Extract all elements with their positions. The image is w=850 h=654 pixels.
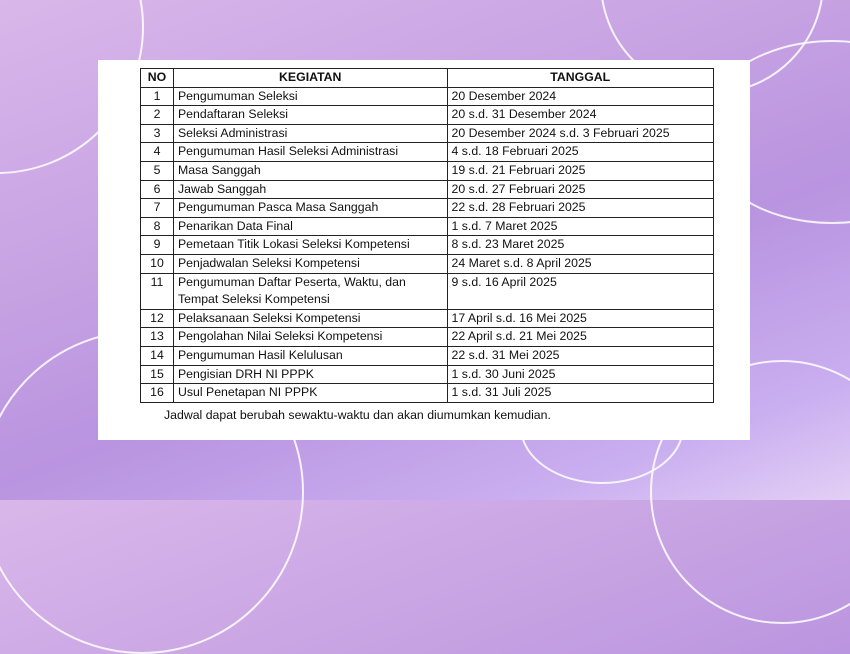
row-tanggal: 9 s.d. 16 April 2025 bbox=[447, 273, 714, 309]
row-no: 1 bbox=[141, 87, 174, 106]
table-row bbox=[141, 254, 714, 273]
row-kegiatan: Pengumuman Hasil Kelulusan bbox=[173, 346, 447, 365]
table-row bbox=[141, 365, 714, 384]
row-kegiatan: Seleksi Administrasi bbox=[173, 124, 447, 143]
table-row bbox=[141, 328, 714, 347]
row-tanggal: 19 s.d. 21 Februari 2025 bbox=[447, 161, 714, 180]
header-kegiatan: KEGIATAN bbox=[173, 69, 447, 88]
row-kegiatan-line: Pengumuman Daftar Peserta, Waktu, dan bbox=[177, 274, 406, 289]
row-tanggal: 1 s.d. 30 Juni 2025 bbox=[447, 365, 714, 384]
row-kegiatan: Masa Sanggah bbox=[173, 161, 447, 180]
row-no: 13 bbox=[141, 328, 174, 347]
row-tanggal: 1 s.d. 7 Maret 2025 bbox=[447, 217, 714, 236]
row-no: 12 bbox=[141, 309, 174, 328]
row-tanggal: 20 Desember 2024 s.d. 3 Februari 2025 bbox=[447, 124, 714, 143]
row-tanggal: 1 s.d. 31 Juli 2025 bbox=[447, 384, 714, 403]
row-kegiatan: Pengolahan Nilai Seleksi Kompetensi bbox=[173, 328, 447, 347]
row-tanggal: 24 Maret s.d. 8 April 2025 bbox=[447, 254, 714, 273]
header-tanggal: TANGGAL bbox=[447, 69, 714, 88]
row-no: 15 bbox=[141, 365, 174, 384]
table-row bbox=[141, 217, 714, 236]
row-no: 7 bbox=[141, 199, 174, 218]
header-no: NO bbox=[141, 69, 174, 88]
row-kegiatan: Pengumuman Seleksi bbox=[173, 87, 447, 106]
table-row bbox=[141, 346, 714, 365]
table-row bbox=[141, 236, 714, 255]
row-kegiatan: Pemetaan Titik Lokasi Seleksi Kompetensi bbox=[173, 236, 447, 255]
row-kegiatan: Penjadwalan Seleksi Kompetensi bbox=[173, 254, 447, 273]
row-tanggal: 22 April s.d. 21 Mei 2025 bbox=[447, 328, 714, 347]
row-kegiatan: Usul Penetapan NI PPPK bbox=[173, 384, 447, 403]
row-no: 8 bbox=[141, 217, 174, 236]
schedule-table bbox=[140, 68, 714, 403]
row-kegiatan: Pelaksanaan Seleksi Kompetensi bbox=[173, 309, 447, 328]
row-no: 14 bbox=[141, 346, 174, 365]
table-row bbox=[141, 273, 714, 309]
row-no: 11 bbox=[141, 273, 174, 309]
row-tanggal: 4 s.d. 18 Februari 2025 bbox=[447, 143, 714, 162]
table-row bbox=[141, 143, 714, 162]
row-kegiatan-line: Tempat Seleksi Kompetensi bbox=[177, 292, 330, 307]
table-row bbox=[141, 87, 714, 106]
row-no: 9 bbox=[141, 236, 174, 255]
table-row bbox=[141, 180, 714, 199]
row-kegiatan: Penarikan Data Final bbox=[173, 217, 447, 236]
row-kegiatan: Pengumuman Hasil Seleksi Administrasi bbox=[173, 143, 447, 162]
row-kegiatan: Pendaftaran Seleksi bbox=[173, 106, 447, 125]
schedule-card bbox=[98, 60, 750, 440]
row-tanggal: 20 Desember 2024 bbox=[447, 87, 714, 106]
row-kegiatan: Pengisian DRH NI PPPK bbox=[173, 365, 447, 384]
schedule-note: Jadwal dapat berubah sewaktu-waktu dan akan diumumkan kemudian. bbox=[164, 408, 551, 422]
row-kegiatan: Jawab Sanggah bbox=[173, 180, 447, 199]
table-row bbox=[141, 199, 714, 218]
row-tanggal: 20 s.d. 31 Desember 2024 bbox=[447, 106, 714, 125]
row-kegiatan bbox=[173, 273, 447, 309]
row-tanggal: 17 April s.d. 16 Mei 2025 bbox=[447, 309, 714, 328]
row-tanggal: 22 s.d. 28 Februari 2025 bbox=[447, 199, 714, 218]
table-row bbox=[141, 309, 714, 328]
table-row bbox=[141, 161, 714, 180]
row-no: 2 bbox=[141, 106, 174, 125]
table-row bbox=[141, 384, 714, 403]
row-tanggal: 22 s.d. 31 Mei 2025 bbox=[447, 346, 714, 365]
row-no: 6 bbox=[141, 180, 174, 199]
row-tanggal: 8 s.d. 23 Maret 2025 bbox=[447, 236, 714, 255]
row-no: 4 bbox=[141, 143, 174, 162]
row-kegiatan: Pengumuman Pasca Masa Sanggah bbox=[173, 199, 447, 218]
row-no: 10 bbox=[141, 254, 174, 273]
row-no: 5 bbox=[141, 161, 174, 180]
row-no: 3 bbox=[141, 124, 174, 143]
table-row bbox=[141, 124, 714, 143]
table-row bbox=[141, 106, 714, 125]
row-tanggal: 20 s.d. 27 Februari 2025 bbox=[447, 180, 714, 199]
table-header-row bbox=[141, 69, 714, 88]
row-no: 16 bbox=[141, 384, 174, 403]
